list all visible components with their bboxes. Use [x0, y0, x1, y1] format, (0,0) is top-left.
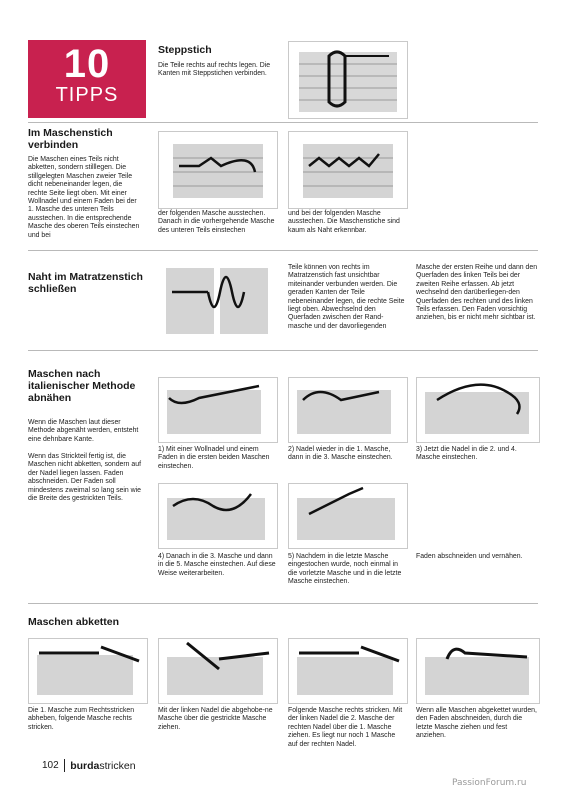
italienisch-text-2: Wenn das Strickteil fertig ist, die Maschen nicht abketten, sondern auf der Nadel liegen lassen. Faden abschneiden. Der Faden soll mindestens zweimal so lang sein wie die Breite des gestrickten Teils.: [28, 453, 142, 503]
steppstich-title: Steppstich: [158, 44, 212, 56]
italienisch-step-1-text: 1) Mit einer Wollnadel und einem Faden in die ersten beiden Maschen einstechen.: [158, 446, 270, 470]
italienisch-step-5-text: 5) Nachdem in die letzte Masche eingestochen wurde, noch einmal in die vorletzte Masche und in die letzte Masche einstechen.: [288, 553, 402, 586]
abketten-step-3-text: Folgende Masche rechts stricken. Mit der linken Nadel die 2. Masche der rechten Nadel über die 1. Masche ziehen. Es liegt nur noch 1 Masche auf der rechten Nadel.: [288, 707, 403, 748]
abketten-step-1-text: Die 1. Masche zum Rechtsstricken abheben, folgende Masche rechts stricken.: [28, 707, 135, 731]
italienisch-step-3-illustration: [416, 377, 540, 443]
badge-number: 10: [63, 42, 111, 86]
footer: [42, 759, 136, 772]
abketten-step-1-illustration: [28, 638, 148, 704]
matratzenstich-text-2: Masche der ersten Reihe und dann den Querfaden des linken Teils bei der zweiten Reihe erfassen. Ab jetzt wechselnd den darüberliegen-den Querfaden des rechten und des linken Teils erfassen. Den Faden vorsichtig anziehen, bis er nicht mehr sichtbar ist.: [416, 264, 538, 322]
italienisch-step-4-text: 4) Danach in die 3. Masche und dann in die 5. Masche einstechen. Auf diese Weise weiterarbeiten.: [158, 553, 276, 577]
matratzenstich-illustration: [158, 262, 276, 338]
maschenstich-caption-2: und bei der folgenden Masche ausstechen. Die Maschenstiche sind kaum als Naht erkennbar.: [288, 210, 400, 234]
matratzenstich-text-1: Teile können von rechts im Matratzenstich fast unsichtbar miteinander verbunden werden. Die geraden Kanten der Teile nebeneinander legen, die rechte Seite liegt oben. Abwechselnd den Querfaden zwischen der Rand-masche und der davorliegenden: [288, 264, 405, 330]
italienisch-step-2-illustration: [288, 377, 408, 443]
maschenstich-illustration-2: [288, 131, 408, 209]
italienisch-step-4-illustration: [158, 483, 278, 549]
steppstich-text: Die Teile rechts auf rechts legen. Die Kanten mit Steppstichen verbinden.: [158, 62, 271, 78]
italienisch-title: Maschen nach italienischer Methode abnähen: [28, 368, 136, 404]
matratzenstich-title: Naht im Matratzenstich schließen: [28, 271, 143, 295]
tips-badge: [28, 40, 146, 118]
badge-word: TIPPS: [55, 84, 119, 106]
italienisch-step-5-illustration: [288, 483, 408, 549]
abketten-step-4-text: Wenn alle Maschen abgekettet wurden, den Faden abschneiden, durch die letzte Masche ziehen und fest anziehen.: [416, 707, 537, 740]
brand-rest: stricken: [99, 759, 136, 772]
abketten-step-2-text: Mit der linken Nadel die abgehobe-ne Masche über die gestrickte Masche ziehen.: [158, 707, 273, 731]
italienisch-step-1-illustration: [158, 377, 278, 443]
abketten-step-4-illustration: [416, 638, 540, 704]
abketten-step-3-illustration: [288, 638, 408, 704]
maschenstich-text: Die Maschen eines Teils nicht abketten, sondern stilllegen. Die stillgelegten Maschen zweier Teile dicht nebeneinander legen, die rechte Seite liegt oben. Mit einer Wollnadel und einem Faden bei der 1. Masche des unteren Teils ausstechen. In die entsprechende Masche des oberen Teils einstechen und bei: [28, 156, 140, 239]
maschenstich-caption-1: der folgenden Masche ausstechen. Danach in die vorhergehende Masche des unteren Teils einstechen: [158, 210, 275, 234]
steppstich-illustration: [288, 41, 408, 119]
maschenstich-illustration-1: [158, 131, 278, 209]
italienisch-text-1: Wenn die Maschen laut dieser Methode abgenäht werden, entsteht eine dehnbare Kante.: [28, 419, 139, 443]
brand-logo: [70, 760, 135, 772]
italienisch-step-2-text: 2) Nadel wieder in die 1. Masche, dann in die 3. Masche einstechen.: [288, 446, 393, 462]
divider: [28, 122, 538, 123]
divider: [28, 250, 538, 251]
abketten-title: Maschen abketten: [28, 616, 120, 628]
abketten-step-2-illustration: [158, 638, 278, 704]
watermark: PassionForum.ru: [452, 778, 527, 788]
italienisch-step-3-text: 3) Jetzt die Nadel in die 2. und 4. Masche einstechen.: [416, 446, 517, 462]
page-number: 102: [42, 760, 59, 771]
brand-bold: burda: [70, 759, 100, 772]
italienisch-step-6-text: Faden abschneiden und vernähen.: [416, 553, 523, 560]
divider: [28, 603, 538, 604]
footer-separator: [64, 759, 66, 772]
divider: [28, 350, 538, 351]
maschenstich-title: Im Maschenstich verbinden: [28, 127, 113, 151]
